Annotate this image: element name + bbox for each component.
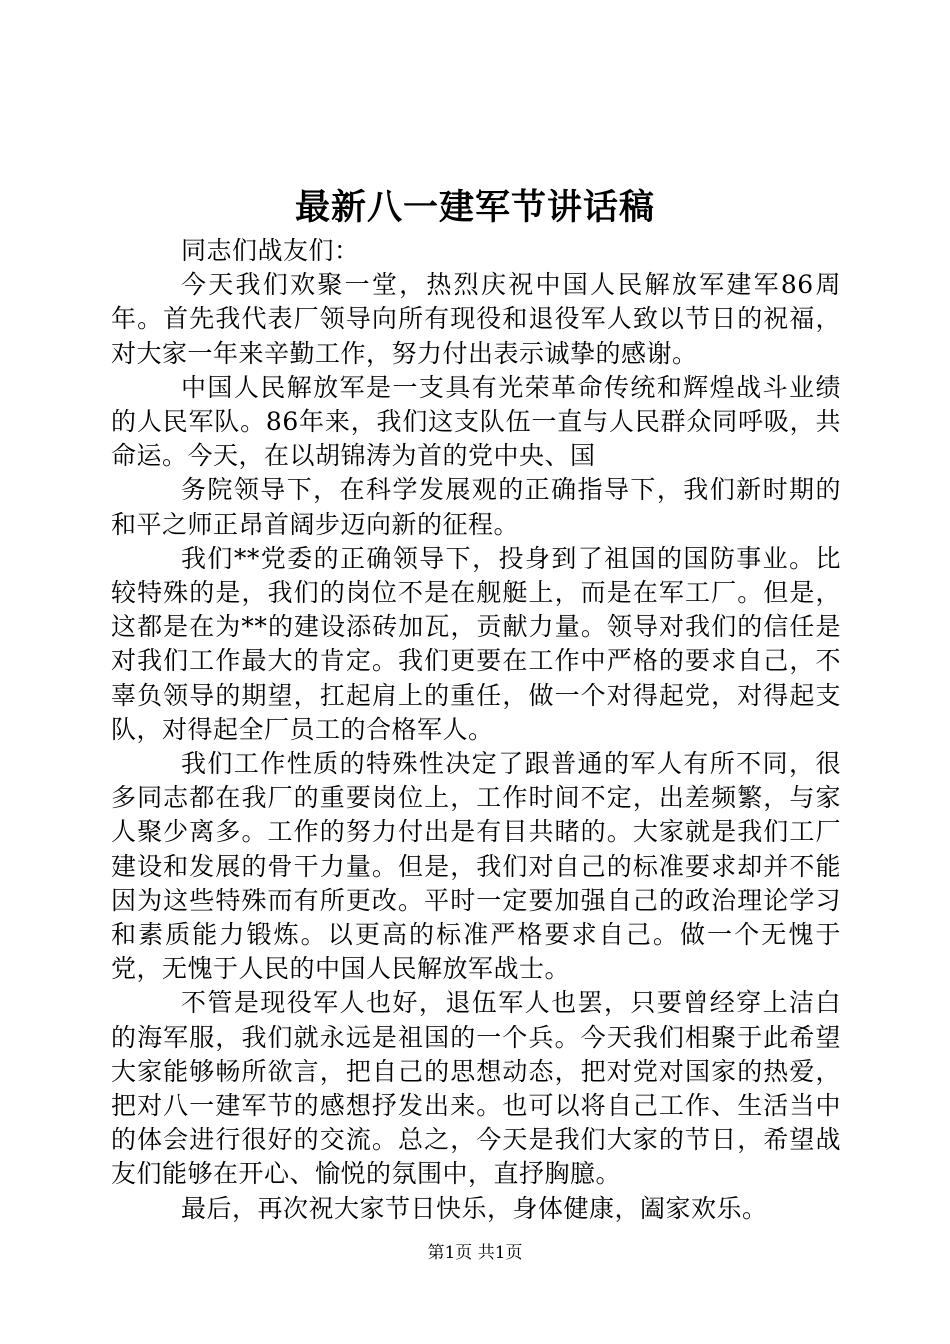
body-paragraph-7: 最后，再次祝大家节日快乐，身体健康，阖家欢乐。 <box>181 1193 768 1223</box>
body-paragraph-1: 今天我们欢聚一堂，热烈庆祝中国人民解放军建军86周年。首先我代表厂领导向所有现役和退役军人致以节日的祝福，对大家一年来辛勤工作，努力付出表示诚挚的感谢。 <box>111 270 841 368</box>
document-body <box>111 234 841 1226</box>
body-paragraph-2: 中国人民解放军是一支具有光荣革命传统和辉煌战斗业绩的人民军队。86年来，我们这支队伍一直与人民群众同呼吸，共命运。今天，在以胡锦涛为首的党中央、国 <box>111 372 841 471</box>
greeting-line: 同志们战友们： <box>181 236 360 265</box>
document-title: 最新八一建军节讲话稿 <box>294 187 655 228</box>
body-paragraph-5: 我们工作性质的特殊性决定了跟普通的军人有所不同，很多同志都在我厂的重要岗位上，工作时间不定，出差频繁，与家人聚少离多。工作的努力付出是有目共睹的。大家就是我们工厂建设和发展的骨干力量。但是，我们对自己的标准要求却并不能因为这些特殊而有所更改。平时一定要加强自己的政治理论学习和素质能力锻炼。以更高的标准严格要求自己。做一个无愧于党，无愧于人民的中国人民解放军战士。 <box>111 749 841 984</box>
body-paragraph-4: 我们**党委的正确领导下，投身到了祖国的国防事业。比较特殊的是，我们的岗位不是在舰艇上，而是在军工厂。但是，这都是在为**的建设添砖加瓦，贡献力量。领导对我们的信任是对我们工作最大的肯定。我们更要在工作中严格的要求自己，不辜负领导的期望，扛起肩上的重任，做一个对得起党，对得起支队，对得起全厂员工的合格军人。 <box>111 543 841 744</box>
body-paragraph-6: 不管是现役军人也好，退伍军人也罢，只要曾经穿上洁白的海军服，我们就永远是祖国的一个兵。今天我们相聚于此希望大家能够畅所欲言，把自己的思想动态，把对党对国家的热爱，把对八一建军节的感想抒发出来。也可以将自己工作、生活当中的体会进行很好的交流。总之，今天是我们大家的节日，希望战友们能够在开心、愉悦的氛围中，直抒胸臆。 <box>111 988 841 1189</box>
page-number-footer: 第1页 共1页 <box>427 1243 523 1263</box>
body-paragraph-3: 务院领导下，在科学发展观的正确指导下，我们新时期的和平之师正昂首阔步迈向新的征程。 <box>111 475 841 539</box>
